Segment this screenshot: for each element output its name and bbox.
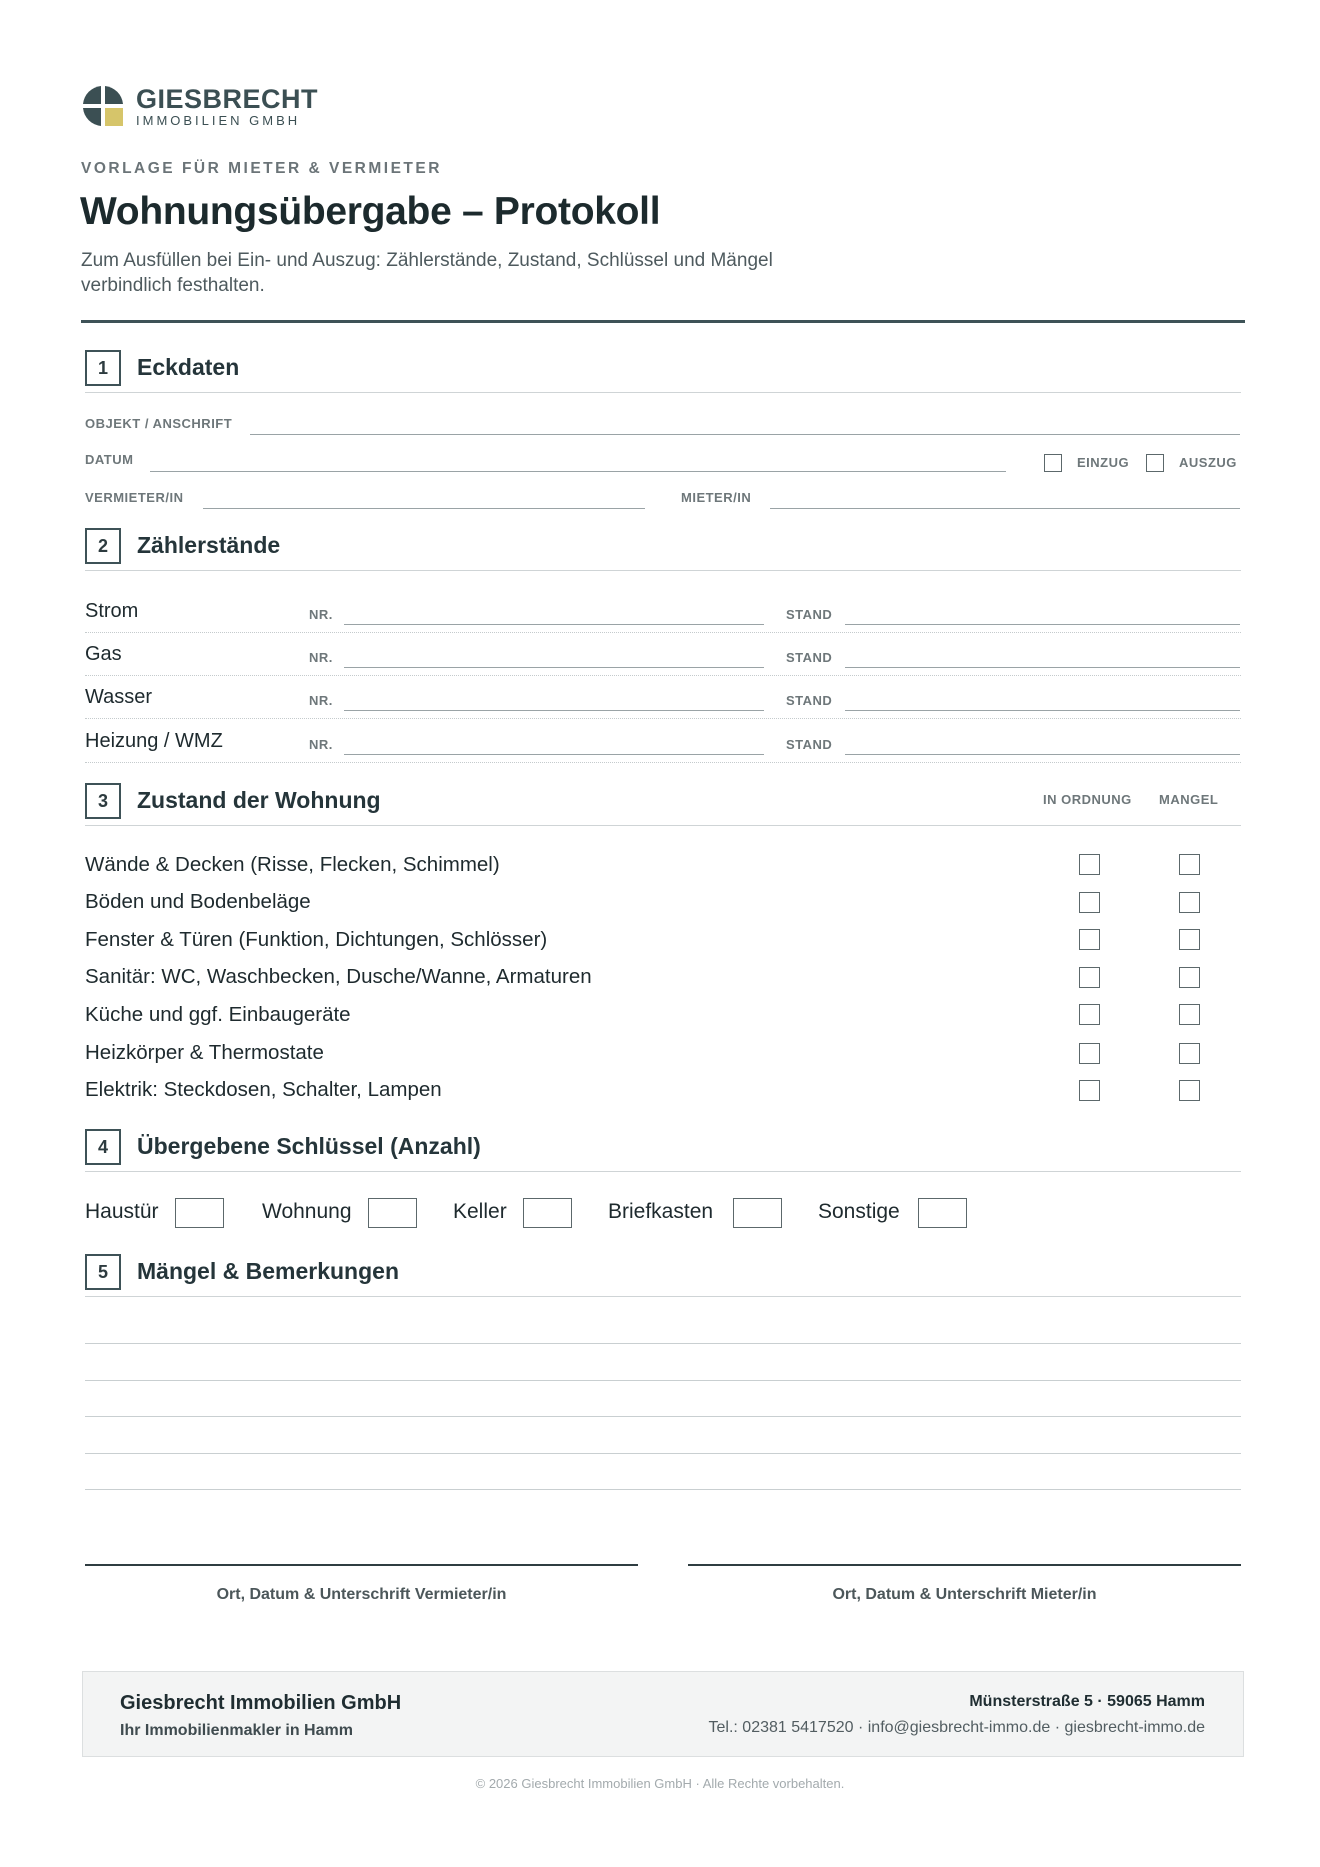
meter-nr-label: NR.	[309, 607, 333, 622]
key-count-wohnung[interactable]	[368, 1198, 417, 1228]
row-divider	[85, 632, 1241, 633]
meter-stand-field[interactable]	[845, 624, 1240, 625]
condition-item: Böden und Bodenbeläge	[85, 890, 311, 913]
meter-nr-field[interactable]	[344, 624, 764, 625]
tenant-signature-label: Ort, Datum & Unterschrift Mieter/in	[832, 1586, 1097, 1603]
mangel-checkbox[interactable]	[1179, 929, 1200, 950]
mangel-checkbox[interactable]	[1179, 854, 1200, 875]
section-title: Mängel & Bemerkungen	[137, 1258, 399, 1284]
header-divider	[81, 320, 1245, 323]
meter-stand-label: STAND	[786, 737, 833, 752]
key-count-keller[interactable]	[523, 1198, 572, 1228]
meter-nr-label: NR.	[309, 737, 333, 752]
notes-line[interactable]	[85, 1416, 1241, 1417]
meter-stand-label: STAND	[786, 693, 833, 708]
datum-label: DATUM	[85, 452, 134, 467]
key-label-haustuer: Haustür	[85, 1200, 159, 1223]
intro-line-2: verbindlich festhalten.	[81, 275, 265, 296]
logo-subtitle: IMMOBILIEN GMBH	[136, 112, 301, 128]
ok-checkbox[interactable]	[1079, 929, 1100, 950]
condition-item: Heizkörper & Thermostate	[85, 1041, 324, 1064]
section-title: Eckdaten	[137, 354, 240, 380]
logo-mark-icon	[82, 85, 124, 127]
section-number: 1	[85, 350, 121, 386]
col-header-mangel: MANGEL	[1159, 792, 1219, 807]
objekt-field[interactable]	[250, 434, 1240, 435]
meter-stand-label: STAND	[786, 650, 833, 665]
mangel-checkbox[interactable]	[1179, 1080, 1200, 1101]
mangel-checkbox[interactable]	[1179, 892, 1200, 913]
meter-nr-label: NR.	[309, 693, 333, 708]
key-count-sonstige[interactable]	[918, 1198, 967, 1228]
condition-item: Fenster & Türen (Funktion, Dichtungen, Schlösser)	[85, 928, 548, 951]
ok-checkbox[interactable]	[1079, 1043, 1100, 1064]
key-label-wohnung: Wohnung	[262, 1200, 352, 1223]
key-label-keller: Keller	[453, 1200, 507, 1223]
landlord-signature-label: Ort, Datum & Unterschrift Vermieter/in	[216, 1586, 507, 1603]
key-count-briefkasten[interactable]	[733, 1198, 782, 1228]
meter-nr-field[interactable]	[344, 710, 764, 711]
col-header-ok: IN ORDNUNG	[1043, 792, 1132, 807]
vermieter-field[interactable]	[203, 508, 645, 509]
meter-strom: Strom	[85, 600, 139, 622]
mangel-checkbox[interactable]	[1179, 967, 1200, 988]
page-title: Wohnungsübergabe – Protokoll	[80, 190, 661, 233]
section-number: 3	[85, 783, 121, 819]
footer-contact: Tel.: 02381 5417520 · info@giesbrecht-immo.de · giesbrecht-immo.de	[708, 1719, 1205, 1736]
key-label-briefkasten: Briefkasten	[608, 1200, 714, 1223]
logo-name: GIESBRECHT	[136, 83, 319, 114]
objekt-label: OBJEKT / ANSCHRIFT	[85, 416, 233, 431]
section-eckdaten	[85, 348, 1241, 393]
section-number: 4	[85, 1129, 121, 1165]
key-label-sonstige: Sonstige	[818, 1200, 900, 1223]
footer-company: Giesbrecht Immobilien GmbH	[120, 1692, 402, 1714]
section-zaehlerstaende	[85, 526, 1241, 571]
meter-nr-label: NR.	[309, 650, 333, 665]
notes-line[interactable]	[85, 1489, 1241, 1490]
intro-text	[81, 248, 841, 298]
ok-checkbox[interactable]	[1079, 854, 1100, 875]
copyright: © 2026 Giesbrecht Immobilien GmbH · Alle Rechte vorbehalten.	[475, 1776, 845, 1791]
condition-item: Sanitär: WC, Waschbecken, Dusche/Wanne, Armaturen	[85, 965, 592, 988]
meter-gas: Gas	[85, 643, 122, 665]
row-divider	[85, 675, 1241, 676]
section-title: Übergebene Schlüssel (Anzahl)	[137, 1133, 481, 1159]
auszug-label: AUSZUG	[1179, 455, 1237, 470]
ok-checkbox[interactable]	[1079, 1004, 1100, 1025]
meter-wasser: Wasser	[85, 686, 153, 708]
section-title: Zustand der Wohnung	[137, 787, 381, 813]
intro-line-1: Zum Ausfüllen bei Ein- und Auszug: Zählerstände, Zustand, Schlüssel und Mängel	[81, 250, 773, 271]
ok-checkbox[interactable]	[1079, 1080, 1100, 1101]
notes-line[interactable]	[85, 1343, 1241, 1344]
meter-stand-label: STAND	[786, 607, 833, 622]
mieter-field[interactable]	[770, 508, 1240, 509]
company-logo	[82, 84, 318, 128]
eyebrow: VORLAGE FÜR MIETER & VERMIETER	[81, 160, 442, 177]
section-number: 2	[85, 528, 121, 564]
einzug-checkbox[interactable]	[1044, 454, 1062, 472]
datum-field[interactable]	[150, 471, 1006, 472]
condition-item: Küche und ggf. Einbaugeräte	[85, 1003, 351, 1026]
section-schluessel	[85, 1127, 1241, 1172]
section-maengel	[85, 1252, 1241, 1297]
landlord-signature-line[interactable]	[85, 1564, 638, 1566]
meter-heizung: Heizung / WMZ	[85, 730, 223, 752]
meter-nr-field[interactable]	[344, 754, 764, 755]
auszug-checkbox[interactable]	[1146, 454, 1164, 472]
notes-line[interactable]	[85, 1380, 1241, 1381]
meter-stand-field[interactable]	[845, 667, 1240, 668]
notes-line[interactable]	[85, 1453, 1241, 1454]
row-divider	[85, 718, 1241, 719]
footer-address: Münsterstraße 5 · 59065 Hamm	[969, 1693, 1205, 1710]
meter-stand-field[interactable]	[845, 710, 1240, 711]
meter-nr-field[interactable]	[344, 667, 764, 668]
condition-item: Elektrik: Steckdosen, Schalter, Lampen	[85, 1078, 442, 1101]
row-divider	[85, 762, 1241, 763]
section-title: Zählerstände	[137, 532, 281, 558]
tenant-signature-line[interactable]	[688, 1564, 1241, 1566]
meter-stand-field[interactable]	[845, 754, 1240, 755]
vermieter-label: VERMIETER/IN	[85, 490, 184, 505]
mangel-checkbox[interactable]	[1179, 1004, 1200, 1025]
mieter-label: MIETER/IN	[681, 490, 752, 505]
key-count-haustuer[interactable]	[175, 1198, 224, 1228]
einzug-label: EINZUG	[1077, 455, 1130, 470]
condition-item: Wände & Decken (Risse, Flecken, Schimmel)	[85, 853, 500, 876]
ok-checkbox[interactable]	[1079, 967, 1100, 988]
footer	[82, 1671, 1244, 1757]
mangel-checkbox[interactable]	[1179, 1043, 1200, 1064]
section-number: 5	[85, 1254, 121, 1290]
ok-checkbox[interactable]	[1079, 892, 1100, 913]
footer-tagline: Ihr Immobilienmakler in Hamm	[120, 1722, 353, 1739]
